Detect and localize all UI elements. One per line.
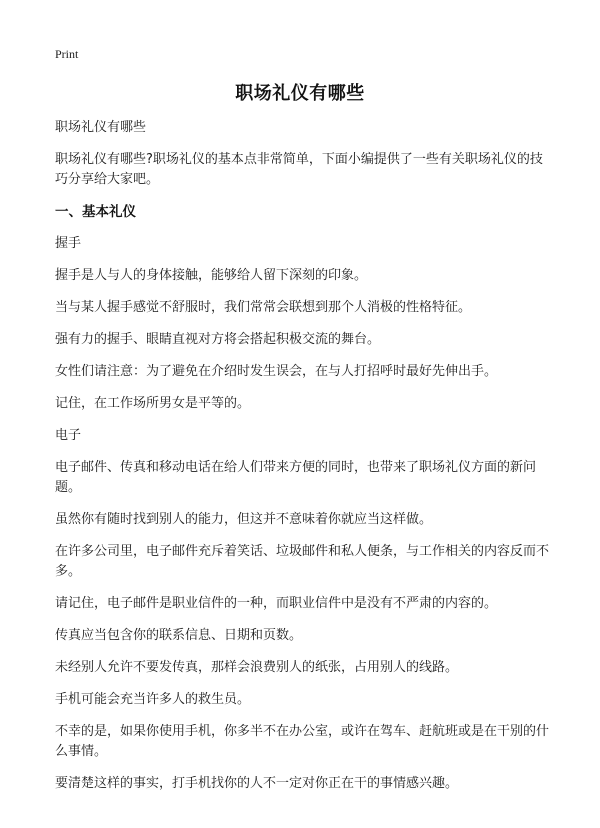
paragraph: 女性们请注意：为了避免在介绍时发生误会，在与人打招呼时最好先伸出手。 [55, 364, 498, 379]
print-link[interactable]: Print [55, 47, 79, 61]
paragraph: 要清楚这样的事实，打手机找你的人不一定对你正在干的事情感兴趣。 [55, 776, 459, 791]
paragraph: 当与某人握手感觉不舒服时，我们常常会联想到那个人消极的性格特征。 [55, 300, 472, 315]
paragraph: 传真应当包含你的联系信息、日期和页数。 [55, 628, 303, 643]
paragraph: 手机可能会充当许多人的救生员。 [55, 692, 251, 707]
subheading-electronic: 电子 [55, 428, 82, 443]
article-body [55, 118, 555, 806]
page-title: 职场礼仪有哪些 [235, 83, 365, 104]
paragraph: 在许多公司里，电子邮件充斥着笑话、垃圾邮件和私人便条，与工作相关的内容反而不多。 [55, 544, 550, 579]
section-heading-basic-etiquette: 一、基本礼仪 [55, 204, 136, 220]
paragraph: 虽然你有随时找到别人的能力，但这并不意味着你就应当这样做。 [55, 512, 433, 527]
paragraph: 握手是人与人的身体接触，能够给人留下深刻的印象。 [55, 268, 368, 283]
subheading-handshake: 握手 [55, 236, 82, 251]
paragraph: 请记住，电子邮件是职业信件的一种，而职业信件中是没有不严肃的内容的。 [55, 596, 498, 611]
paragraph: 强有力的握手、眼睛直视对方将会搭起积极交流的舞台。 [55, 332, 381, 347]
article-subtitle: 职场礼仪有哪些 [55, 120, 147, 135]
paragraph: 记住，在工作场所男女是平等的。 [55, 396, 251, 411]
paragraph: 不幸的是，如果你使用手机，你多半不在办公室，或许在驾车、赶航班或是在干别的什么事情。 [55, 724, 550, 759]
intro-paragraph: 职场礼仪有哪些?职场礼仪的基本点非常简单，下面小编提供了一些有关职场礼仪的技巧分享给大家吧。 [55, 152, 543, 187]
paragraph: 未经别人允许不要发传真，那样会浪费别人的纸张，占用别人的线路。 [55, 660, 459, 675]
paragraph: 电子邮件、传真和移动电话在给人们带来方便的同时，也带来了职场礼仪方面的新问题。 [55, 460, 537, 495]
